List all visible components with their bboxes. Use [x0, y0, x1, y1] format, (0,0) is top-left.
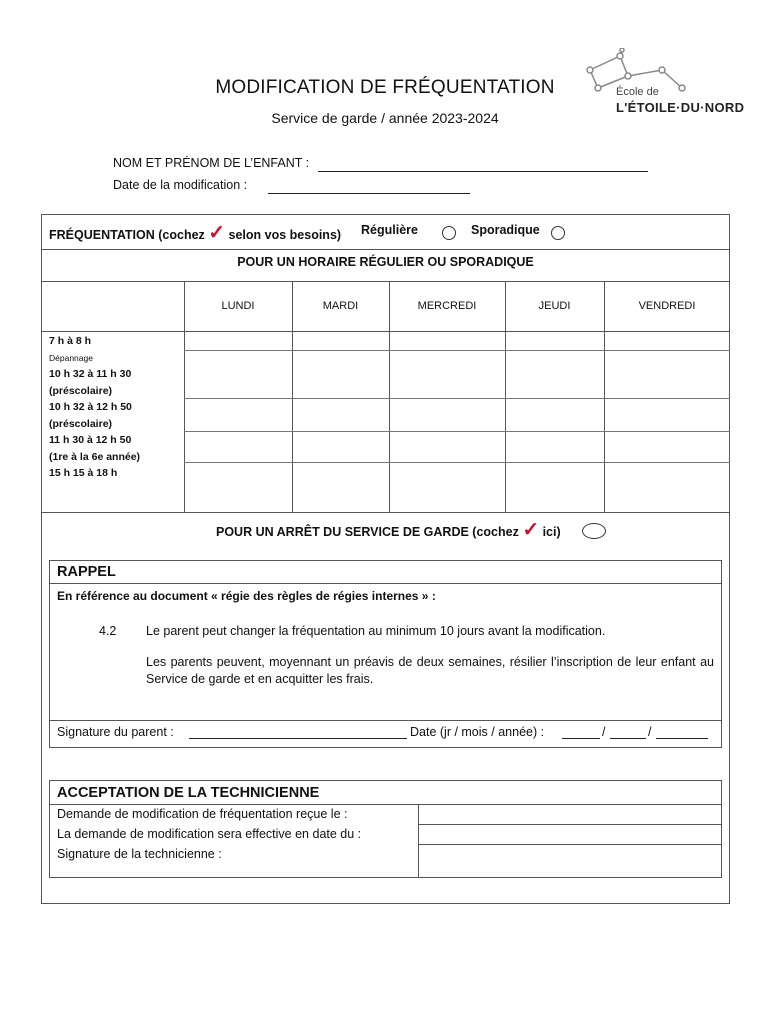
rappel-signature-divider	[49, 720, 722, 721]
day-label-mardi: MARDI	[322, 300, 359, 312]
stop-service-checkbox[interactable]	[582, 523, 606, 539]
signature-date-label: Date (jr / mois / année) :	[410, 725, 545, 739]
grid-vline	[389, 281, 390, 512]
frequentation-label	[49, 223, 341, 243]
rappel-title-divider	[49, 583, 722, 584]
slot-4-sub: (1re à la 6e année)	[49, 450, 141, 463]
grid-hline	[41, 512, 730, 513]
option-regular-radio[interactable]	[442, 226, 456, 240]
signature-date-month-field[interactable]	[610, 724, 646, 739]
rappel-item-text-1: Le parent peut changer la fréquentation au minimum 10 jours avant la modification.	[146, 624, 606, 638]
schedule-heading: POUR UN HORAIRE RÉGULIER OU SPORADIQUE	[237, 255, 534, 269]
slot-labels	[49, 333, 183, 482]
slot-1-note-text: Dépannage	[49, 352, 93, 363]
technician-signature-field[interactable]	[420, 846, 720, 877]
rappel-item-number: 4.2	[99, 624, 117, 638]
acceptation-row-divider	[418, 824, 722, 825]
grid-hline	[184, 462, 730, 463]
logo-line2: L'ÉTOILE·DU·NORD	[616, 100, 745, 115]
acceptation-effective-field[interactable]	[420, 826, 720, 843]
slot-2-label: 10 h 32 à 11 h 30	[49, 368, 132, 380]
acceptation-title: ACCEPTATION DE LA TECHNICIENNE	[57, 785, 320, 801]
page-title: MODIFICATION DE FRÉQUENTATION	[215, 77, 555, 98]
slot-2-sub: (préscolaire)	[49, 384, 113, 397]
grid-hline	[184, 398, 730, 399]
slot-3-sub: (préscolaire)	[49, 417, 113, 430]
stop-service-label-after: ici)	[542, 525, 561, 539]
modification-date-field[interactable]	[268, 179, 470, 194]
slot-4-label: 11 h 30 à 12 h 50	[49, 434, 132, 446]
signature-date-day-field[interactable]	[562, 724, 600, 739]
date-separator: /	[648, 725, 652, 739]
modification-date-label: Date de la modification :	[113, 178, 248, 192]
stop-service-label	[216, 520, 561, 540]
child-name-field[interactable]	[318, 157, 648, 172]
parent-signature-field[interactable]	[189, 724, 407, 739]
schedule-grid	[41, 281, 730, 512]
parent-signature-label: Signature du parent :	[57, 725, 174, 739]
stop-service-label-before: POUR UN ARRÊT DU SERVICE DE GARDE (cochez	[216, 525, 519, 539]
option-sporadic-radio[interactable]	[551, 226, 565, 240]
day-label-vendredi: VENDREDI	[638, 300, 696, 312]
page-subtitle: Service de garde / année 2023-2024	[271, 110, 499, 126]
grid-vline	[505, 281, 506, 512]
day-label-lundi: LUNDI	[221, 300, 255, 312]
rappel-item-text-2: Les parents peuvent, moyennant un préavis de deux semaines, résilier l’inscription de leur enfant au Service de garde et en acquitter les frais.	[146, 655, 714, 686]
day-label-mercredi: MERCREDI	[417, 300, 477, 312]
frequentation-label-before: FRÉQUENTATION (cochez	[49, 228, 205, 242]
option-sporadic-label: Sporadique	[471, 223, 540, 237]
acceptation-title-divider	[49, 804, 722, 805]
acceptation-row-divider	[418, 844, 722, 845]
grid-hline	[41, 331, 730, 332]
grid-hline	[184, 350, 730, 351]
grid-hline	[184, 431, 730, 432]
day-label-jeudi: JEUDI	[538, 300, 571, 312]
child-name-label: NOM ET PRÉNOM DE L’ENFANT :	[113, 156, 310, 170]
acceptation-received-field[interactable]	[420, 806, 720, 823]
grid-vline	[292, 281, 293, 512]
slot-5-label: 15 h 15 à 18 h	[49, 467, 118, 479]
option-regular-label: Régulière	[361, 223, 418, 237]
check-mark-icon: ✓	[208, 222, 226, 244]
grid-vline	[184, 281, 185, 512]
frequentation-label-after: selon vos besoins)	[228, 228, 342, 242]
technician-signature-label: Signature de la technicienne :	[57, 847, 222, 861]
date-separator: /	[602, 725, 606, 739]
school-logo	[580, 48, 745, 118]
check-mark-icon: ✓	[522, 519, 540, 541]
slot-1-label: 7 h à 8 h	[49, 335, 92, 347]
slot-1-note	[49, 350, 183, 367]
acceptation-received-label: Demande de modification de fréquentation reçue le :	[57, 807, 348, 821]
grid-vline	[604, 281, 605, 512]
acceptation-effective-label: La demande de modification sera effective en date du :	[57, 827, 362, 841]
slot-3-label: 10 h 32 à 12 h 50	[49, 401, 132, 413]
rappel-title: RAPPEL	[57, 564, 116, 580]
acceptation-col-divider	[418, 804, 419, 878]
logo-line1: École de	[616, 86, 659, 98]
signature-date-year-field[interactable]	[656, 724, 708, 739]
rappel-reference: En référence au document « régie des règles de régies internes » :	[57, 589, 436, 603]
